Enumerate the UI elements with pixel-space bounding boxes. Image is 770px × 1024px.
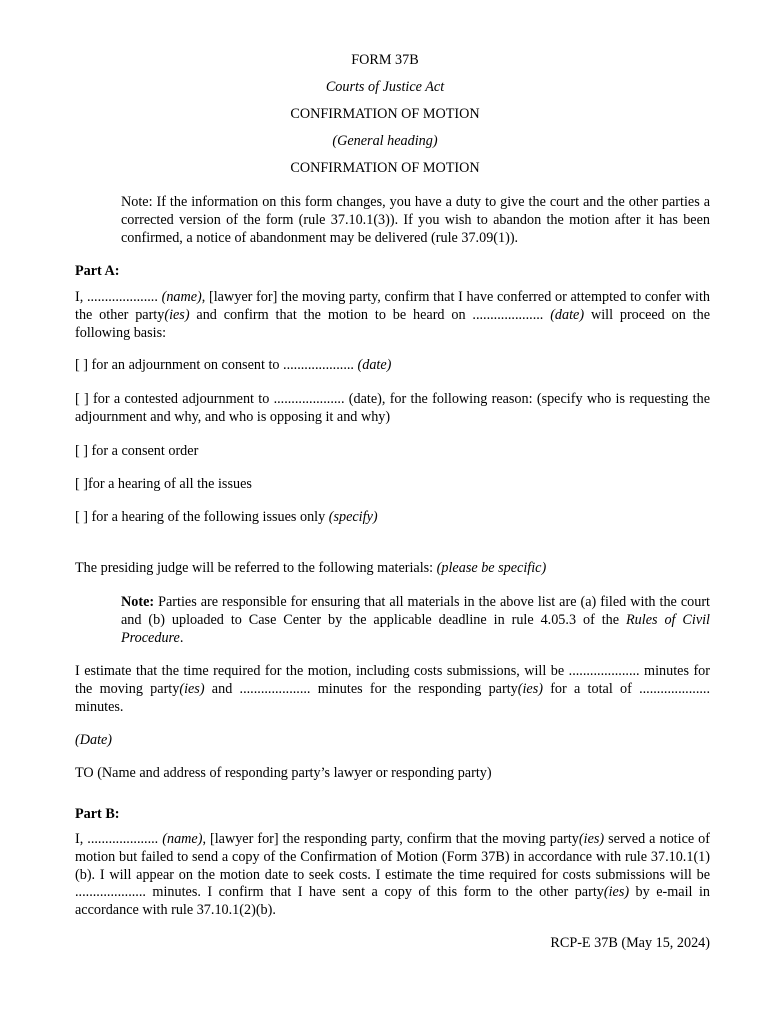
option-contested-adjournment: [ ] for a contested adjournment to .................... (date), for the following reason: (specify who is requesting the adjournment and why, and who is opposing it and why): [75, 391, 710, 425]
general-heading: (General heading): [332, 133, 438, 149]
time-estimate: I estimate that the time required for the motion, including costs submissions, will be .................... minutes for the moving party(ies) and .................... minutes for the responding party(ies) for a total of .................... minutes.: [75, 663, 711, 715]
option-consent-order: [ ] for a consent order: [75, 443, 199, 459]
form-title-repeat: CONFIRMATION OF MOTION: [290, 160, 480, 176]
materials-statement: The presiding judge will be referred to the following materials: (please be specific): [75, 560, 547, 576]
part-b-body: I, .................... (name), [lawyer for] the responding party, confirm that the moving party(ies) served a notice of motion but failed to send a copy of the Confirmation of Motion (Form 37B) in accordance with rule 37.10.1(1)(b). I will appear on the motion date to seek costs. I estimate the time required for costs submissions will be .................... minutes. I confirm that I have sent a copy of this form to the other party(ies) by e-mail in accordance with rule 37.10.1(2)(b).: [75, 831, 710, 919]
date-label: (Date): [75, 732, 113, 748]
part-b-heading: Part B:: [75, 806, 120, 822]
to-line: TO (Name and address of responding party’s lawyer or responding party): [75, 765, 492, 781]
act-name: Courts of Justice Act: [325, 79, 445, 95]
option-hearing-all-issues: [ ]for a hearing of all the issues: [75, 476, 252, 492]
form-number: FORM 37B: [351, 52, 419, 68]
option-adjournment-on-consent: [ ] for an adjournment on consent to .................... (date): [75, 357, 392, 373]
form-title: CONFIRMATION OF MOTION: [290, 106, 480, 122]
part-a-intro: I, .................... (name), [lawyer for] the moving party, confirm that I have conferred or attempted to confer with the other party(ies) and confirm that the motion to be heard on .................... (date) will proceed on the following basis:: [75, 289, 710, 341]
materials-note: Note: Parties are responsible for ensuring that all materials in the above list are (a) filed with the court and (b) uploaded to Case Center by the applicable deadline in rule 4.05.3 of the Rules of Civil Procedure.: [121, 594, 710, 646]
form-code: RCP-E 37B (May 15, 2024): [550, 935, 710, 951]
option-hearing-specific-issues: [ ] for a hearing of the following issues only (specify): [75, 509, 378, 525]
information-note: Note: If the information on this form changes, you have a duty to give the court and the other parties a corrected version of the form (rule 37.10.1(3)). If you wish to abandon the motion after it has been confirmed, a notice of abandonment may be delivered (rule 37.09(1)).: [121, 194, 710, 246]
part-a-heading: Part A:: [75, 263, 120, 279]
